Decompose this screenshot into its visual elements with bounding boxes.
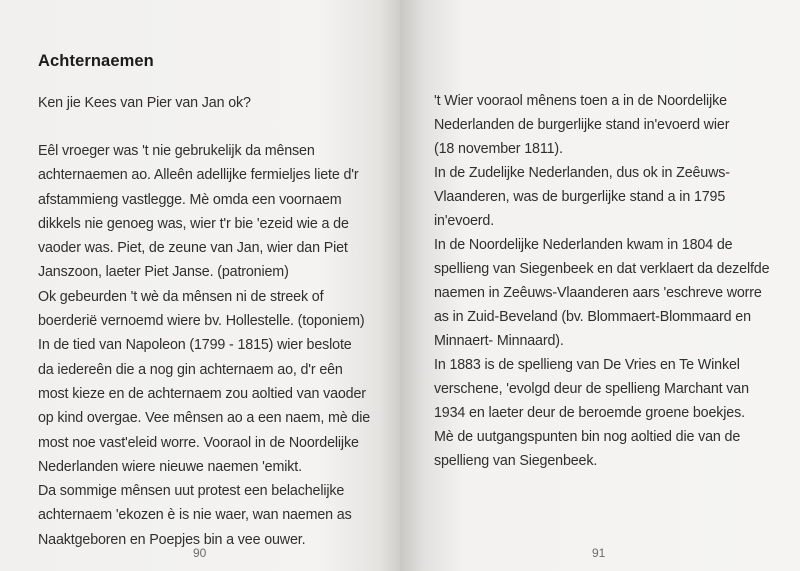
page-heading: Achternaemen — [38, 52, 154, 70]
text-line: Nederlanden wiere nieuwe naemen 'emikt. — [38, 458, 302, 475]
text-line: verschene, 'evolgd deur de spellieng Marchant van — [434, 381, 749, 397]
text-line: Mè de uutgangspunten bin nog aoltied die van de — [434, 429, 741, 445]
text-line: Da sommige mênsen uut protest een belachelijke — [38, 483, 345, 500]
text-line: In 1883 is de spellieng van De Vries en Te Winkel — [434, 357, 740, 373]
text-line: in'evoerd. — [434, 213, 495, 229]
page-number-left: 90 — [193, 546, 207, 560]
text-line: Nederlanden de burgerlijke stand in'evoerd wier — [434, 117, 730, 133]
text-line: 1934 en laeter deur de beroemde groene boekjes. — [434, 405, 745, 421]
text-line: boerderië vernoemd wiere bv. Hollestelle. (toponiem) — [38, 313, 365, 330]
text-line: as in Zuid-Beveland (bv. Blommaert-Blommaard en — [434, 309, 751, 325]
text-line: naemen in Zeêuws-Vlaanderen aars 'eschreve worre — [434, 285, 762, 301]
text-line: vaoder was. Piet, de zeune van Jan, wier dan Piet — [38, 240, 348, 257]
text-line: In de Zudelijke Nederlanden, dus ok in Zeêuws- — [434, 165, 730, 181]
text-line: afstammieng vastlegge. Mè omda een voornaem — [38, 191, 342, 208]
text-line: In de Noordelijke Nederlanden kwam in 1804 de — [434, 237, 733, 253]
page-number-right: 91 — [592, 546, 606, 560]
text-line: op kind overgae. Vee mênsen ao a een naem, mè die — [38, 410, 371, 427]
text-line: dikkels nie genoeg was, wier t'r bie 'ezeid wie a de — [38, 215, 349, 232]
text-line: most kieze en de achternaem zou aoltied van vaoder — [38, 385, 366, 402]
right-body-text — [434, 89, 769, 473]
text-line: Vlaanderen, was de burgerlijke stand a in 1795 — [434, 189, 726, 205]
text-line: spellieng van Siegenbeek en dat verklaert da dezelfde — [434, 261, 770, 277]
text-line: Naaktgeboren en Poepjes bin a vee ouwer. — [38, 531, 306, 548]
text-line: Minnaert- Minnaard). — [434, 333, 564, 349]
text-line: da iedereên die a nog gin achternaem ao, d'r eên — [38, 361, 343, 378]
text-line: Ok gebeurden 't wè da mênsen ni de streek of — [38, 288, 324, 305]
text-line: Eêl vroeger was 't nie gebrukelijk da mênsen — [38, 143, 315, 159]
left-body-text — [38, 139, 370, 552]
text-line: most noe vast'eleid worre. Vooraol in de Noordelijke — [38, 434, 359, 451]
text-line: achternaemen ao. Alleên adellijke fermieljes liete d'r — [38, 167, 359, 184]
intro-paragraph — [38, 91, 251, 115]
text-line: Ken jie Kees van Pier van Jan ok? — [38, 95, 251, 111]
text-line: Janszoon, laeter Piet Janse. (patroniem) — [38, 264, 289, 281]
text-line: spellieng van Siegenbeek. — [434, 453, 598, 469]
text-line: achternaem 'ekozen è is nie waer, wan naemen as — [38, 507, 352, 524]
text-line: (18 november 1811). — [434, 141, 563, 157]
text-line: In de tied van Napoleon (1799 - 1815) wier beslote — [38, 337, 352, 354]
text-line: 't Wier vooraol mênens toen a in de Noordelijke — [434, 93, 727, 109]
